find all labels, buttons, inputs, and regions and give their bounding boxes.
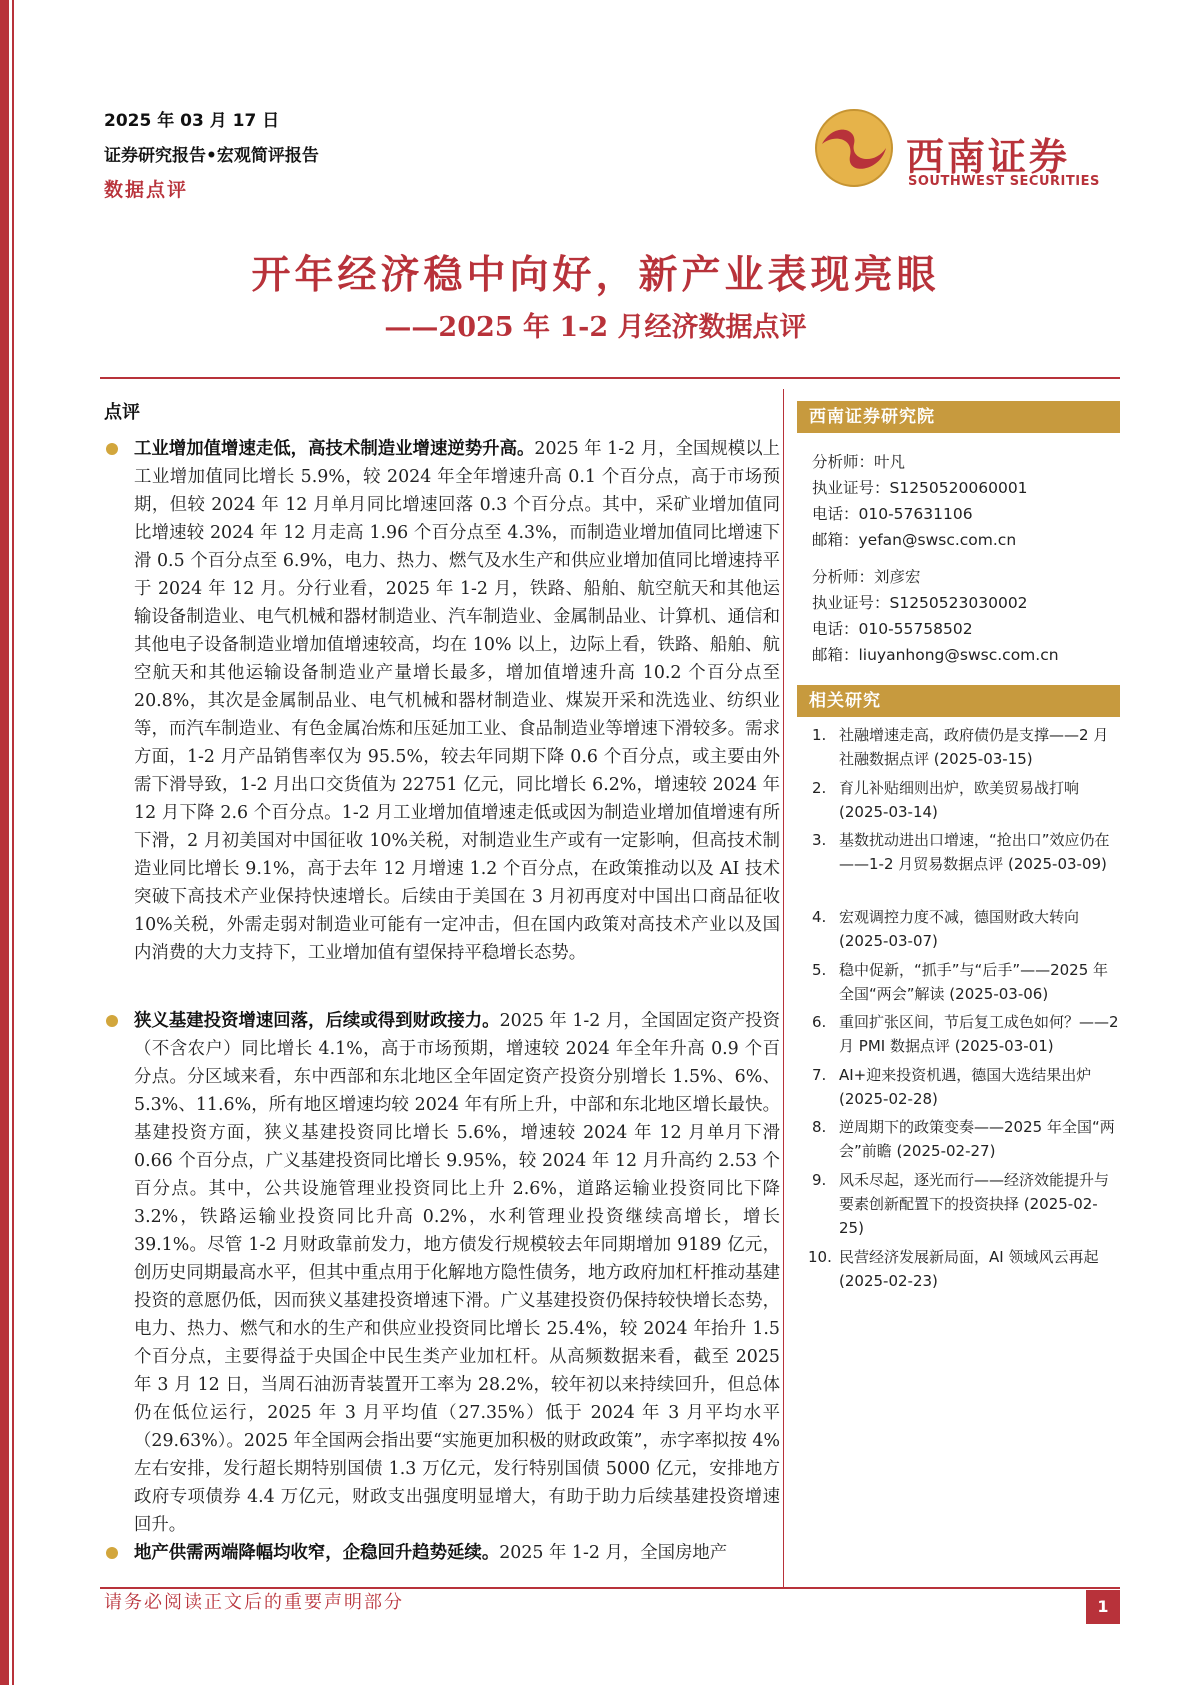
bullet-icon xyxy=(106,1015,118,1027)
paragraph-property xyxy=(134,1539,780,1567)
column-divider xyxy=(783,389,784,1587)
related-item-text: 育儿补贴细则出炉，欧美贸易战打响 (2025-03-14) xyxy=(839,779,1080,821)
paragraph-body: 2025 年 1-2 月，全国固定资产投资（不含农户）同比增长 4.1%，高于市场预期，增速较 2024 年全年升高 0.9 个百分点。分区域来看，东中西部和东北地区全年固定资产投资分别增长 1.5%、6%、5.3%、11.6%，所有地区增速均较 2024 年有所上升，中部和东北地区增长最快。基建投资方面，狭义基建投资同比增长 5.6%，增速较 2024 年 12 月单月下滑 0.66 个百分点，广义基建投资同比增长 9.95%，较 2024 年 12 月升高约 2.53 个百分点。其中，公共设施管理业投资同比上升 2.6%，道路运输业投资同比下降 3.2%，铁路运输业投资同比升高 0.2%，水利管理业投资继续高增长，增长 39.1%。尽管 1-2 月财政靠前发力，地方债发行规模较去年同期增加 9189 亿元，创历史同期最高水平，但其中重点用于化解地方隐性债务，地方政府加杠杆推动基建投资的意愿仍低，因而狭义基建投资增速下滑。广义基建投资仍保持较快增长态势，电力、热力、燃气和水的生产和供应业投资同比增长 25.4%，较 2024 年抬升 1.5 个百分点，主要得益于央国企中民生类产业加杠杆。从高频数据来看，截至 2025 年 3 月 12 日，当周石油沥青装置开工率为 28.2%，较年初以来持续回升，但总体仍在低位运行，2025 年 3 月平均值（27.35%）低于 2024 年 3 月平均水平（29.63%）。2025 年全国两会指出要“实施更加积极的财政政策”，赤字率拟按 4%左右安排，发行超长期特别国债 1.3 万亿元，发行特别国债 5000 亿元，安排地方政府专项债券 4.4 万亿元，财政支出强度明显增大，有助于助力后续基建投资增速回升。 xyxy=(134,1011,780,1535)
analyst-email[interactable]: 邮箱：yefan@swsc.com.cn xyxy=(812,531,1017,549)
header-divider xyxy=(100,377,1120,379)
related-item-text: 风禾尽起，逐光而行——经济效能提升与要素创新配置下的投资抉择 (2025-02-25) xyxy=(839,1171,1110,1237)
report-category: 数据点评 xyxy=(104,179,189,201)
logo-emblem-icon xyxy=(812,106,896,190)
related-item-number: 9. xyxy=(812,1171,827,1189)
related-item-text: 逆周期下的政策变奏——2025 年全国“两会”前瞻 (2025-02-27) xyxy=(839,1118,1115,1160)
bullet-icon xyxy=(106,1547,118,1559)
related-item-text: 社融增速走高，政府债仍是支撑——2 月社融数据点评 (2025-03-15) xyxy=(839,726,1109,768)
related-item-text: AI+迎来投资机遇，德国大选结果出炉 (2025-02-28) xyxy=(839,1066,1092,1108)
bullet-icon xyxy=(106,443,118,455)
page-number: 1 xyxy=(1086,1590,1120,1624)
paragraph-body: 2025 年 1-2 月，全国房地产 xyxy=(499,1543,728,1563)
report-date: 2025 年 03 月 17 日 xyxy=(104,111,280,131)
related-item-number: 10. xyxy=(808,1248,832,1266)
related-item-text: 宏观调控力度不减，德国财政大转向 (2025-03-07) xyxy=(839,908,1080,950)
related-item-text: 重回扩张区间，节后复工成色如何？——2 月 PMI 数据点评 (2025-03-01) xyxy=(839,1013,1119,1055)
related-item-text: 基数扰动进出口增速，“抢出口”效应仍在——1-2 月贸易数据点评 (2025-03-09) xyxy=(839,831,1110,873)
analyst-name: 分析师：叶凡 xyxy=(812,453,906,471)
paragraph-infrastructure xyxy=(134,1007,780,1539)
logo-name: 西南证券 xyxy=(906,134,1071,179)
page-title: 开年经济稳中向好，新产业表现亮眼 xyxy=(251,252,940,298)
related-item-number: 6. xyxy=(812,1013,827,1031)
report-type: 证券研究报告•宏观简评报告 xyxy=(104,146,319,166)
related-item-number: 7. xyxy=(812,1066,827,1084)
paragraph-lead: 地产供需两端降幅均收窄，企稳回升趋势延续。 xyxy=(134,1543,500,1563)
paragraph-body: 2025 年 1-2 月，全国规模以上工业增加值同比增长 5.9%，较 2024 年全年增速升高 0.1 个百分点，高于市场预期，但较 2024 年 12 月单月同比增速回落 0.3 个百分点。其中，采矿业增加值同比增速较 2024 年 12 月走高 1.96 个百分点至 4.3%，而制造业增加值同比增速下滑 0.5 个百分点至 6.9%，电力、热力、燃气及水生产和供应业增加值同比增速持平于 2024 年 12 月。分行业看，2025 年 1-2 月，铁路、船舶、航空航天和其他运输设备制造业、电气机械和器材制造业、汽车制造业、金属制品业、计算机、通信和其他电子设备制造业增加值增速较高，均在 10% 以上，边际上看，铁路、船舶、航空航天和其他运输设备制造业产量增长最多，增加值增速升高 10.2 个百分点至 20.8%，其次是金属制品业、电气机械和器材制造业、煤炭开采和洗选业、纺织业等，而汽车制造业、有色金属冶炼和压延加工业、食品制造业等增速下滑较多。需求方面，1-2 月产品销售率仅为 95.5%，较去年同期下降 0.6 个百分点，或主要由外需下滑导致，1-2 月出口交货值为 22751 亿元，同比增长 6.2%，增速较 2024 年 12 月下降 2.6 个百分点。1-2 月工业增加值增速走低或因为制造业增加值增速有所下滑，2 月初美国对中国征收 10%关税，对制造业生产或有一定影响，但高技术制造业同比增长 9.1%，高于去年 12 月增速 1.2 个百分点，在政策推动以及 AI 技术突破下高技术产业保持快速增长。后续由于美国在 3 月初再度对中国出口商品征收 10%关税，外需走弱对制造业可能有一定冲击，但在国内政策对高技术产业以及国内消费的大力支持下，工业增加值有望保持平稳增长态势。 xyxy=(134,439,780,963)
related-item-number: 5. xyxy=(812,961,827,979)
section-heading: 点评 xyxy=(104,402,140,423)
analyst-email[interactable]: 邮箱：liuyanhong@swsc.com.cn xyxy=(812,646,1059,664)
related-item-number: 8. xyxy=(812,1118,827,1136)
related-item-number: 4. xyxy=(812,908,827,926)
page-subtitle: ——2025 年 1-2 月经济数据点评 xyxy=(384,312,807,343)
related-item-number: 3. xyxy=(812,831,827,849)
analyst-name: 分析师：刘彦宏 xyxy=(812,568,921,586)
analyst-cert: 执业证号：S1250523030002 xyxy=(812,594,1028,612)
related-item-number: 1. xyxy=(812,726,827,744)
related-item-number: 2. xyxy=(812,779,827,797)
related-research-heading: 相关研究 xyxy=(797,685,1120,717)
paragraph-lead: 狭义基建投资增速回落，后续或得到财政接力。 xyxy=(134,1011,500,1031)
institute-heading: 西南证券研究院 xyxy=(797,401,1120,433)
analyst-cert: 执业证号：S1250520060001 xyxy=(812,479,1028,497)
logo-english: SOUTHWEST SECURITIES xyxy=(908,174,1100,189)
related-item-text: 民营经济发展新局面，AI 领域风云再起 (2025-02-23) xyxy=(839,1248,1099,1290)
company-logo xyxy=(812,104,1112,196)
paragraph-lead: 工业增加值增速走低，高技术制造业增速逆势升高。 xyxy=(134,439,535,459)
paragraph-industrial xyxy=(134,435,780,967)
footer-disclaimer: 请务必阅读正文后的重要声明部分 xyxy=(104,1592,404,1613)
analyst-phone: 电话：010-55758502 xyxy=(812,620,973,638)
analyst-phone: 电话：010-57631106 xyxy=(812,505,973,523)
related-item-text: 稳中促新，“抓手”与“后手”——2025 年全国“两会”解读 (2025-03-06) xyxy=(839,961,1109,1003)
